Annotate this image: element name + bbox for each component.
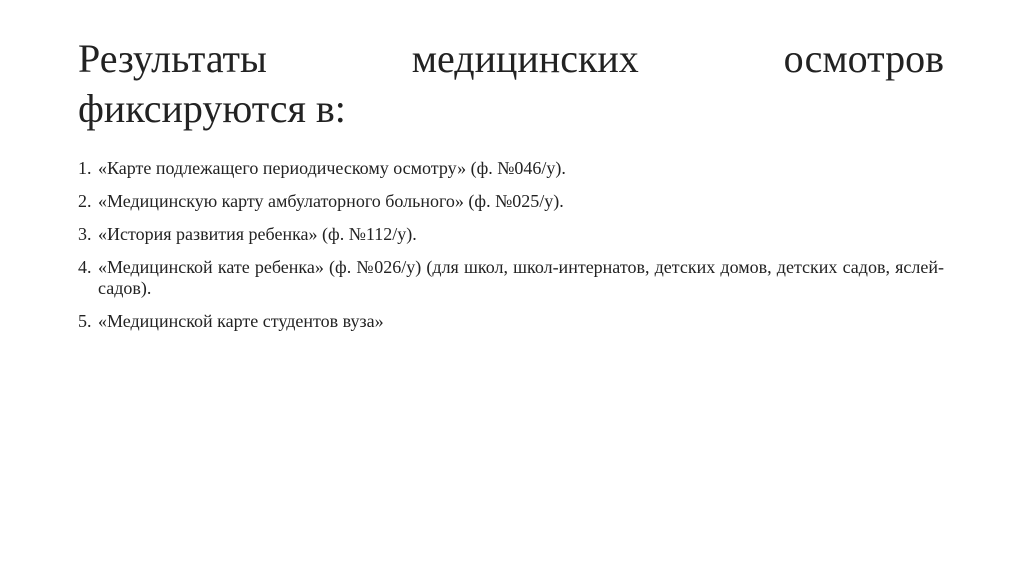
list-item-text: «Карте подлежащего периодическому осмотру» (ф. №046/у). (98, 158, 566, 178)
list-item-number: 3. (78, 224, 92, 244)
list-item-number: 2. (78, 191, 92, 211)
list-item-number: 5. (78, 311, 92, 331)
list-item (78, 224, 944, 245)
numbered-list (78, 158, 944, 344)
list-item (78, 257, 944, 299)
slide-title-line1: Результаты медицинских осмотров (78, 36, 944, 81)
list-item-text: «Медицинскую карту амбулаторного больного» (ф. №025/у). (98, 191, 564, 211)
list-item (78, 311, 944, 332)
list-item-text: «Медицинской карте студентов вуза» (98, 311, 384, 331)
list-item (78, 158, 944, 179)
slide-title (78, 34, 944, 134)
list-item-number: 1. (78, 158, 92, 178)
list-item-text: «История развития ребенка» (ф. №112/у). (98, 224, 417, 244)
slide-title-line2: фиксируются в: (78, 86, 346, 131)
list-item-text: «Медицинской кате ребенка» (ф. №026/у) (для школ, школ-интернатов, детских домов, детских садов, яслей-садов). (98, 257, 944, 298)
list-item (78, 191, 944, 212)
list-item-number: 4. (78, 257, 92, 277)
